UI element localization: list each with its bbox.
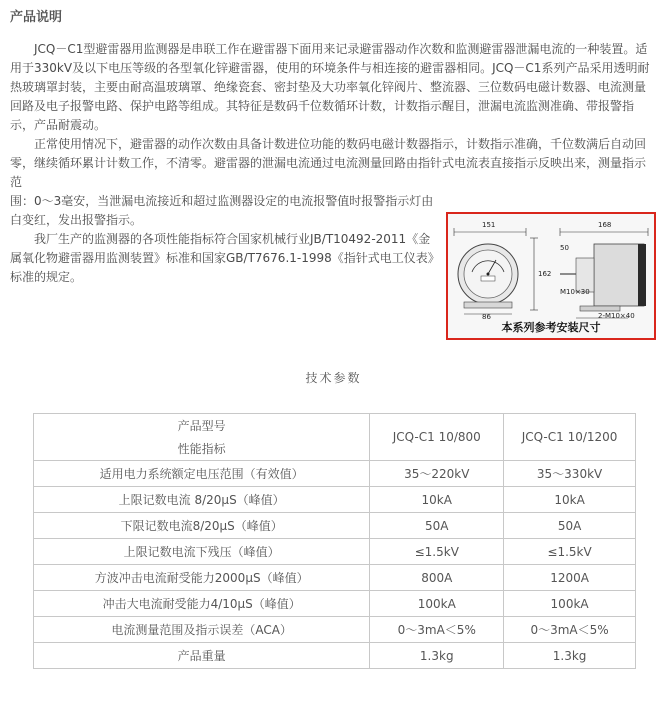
row-value-model-2: 50A xyxy=(504,513,636,539)
row-label: 产品重量 xyxy=(34,643,370,669)
row-label: 上限记数电流下残压（峰值） xyxy=(34,539,370,565)
row-value-model-2: 0～3mA＜5% xyxy=(504,617,636,643)
dim-bolt-bottom: 2-M10×40 xyxy=(598,312,635,320)
row-value-model-1: 50A xyxy=(370,513,504,539)
row-value-model-1: 1.3kg xyxy=(370,643,504,669)
dim-bottom: 86 xyxy=(482,313,491,321)
row-label: 适用电力系统额定电压范围（有效值） xyxy=(34,461,370,487)
row-value-model-1: 0～3mA＜5% xyxy=(370,617,504,643)
dim-bolt-top: M10×30 xyxy=(560,288,590,296)
row-value-model-1: 35～220kV xyxy=(370,461,504,487)
row-value-model-1: 800A xyxy=(370,565,504,591)
paragraph-range: 围：0～3毫安，当泄漏电流接近和超过监测器设定的电流报警值时报警指示灯由白变红，发出报警指示。 xyxy=(10,194,434,227)
table-row xyxy=(34,513,636,539)
header-index-label: 性能指标 xyxy=(34,437,370,461)
header-model-label: 产品型号 xyxy=(34,414,370,438)
dim-front-width: 151 xyxy=(482,221,496,229)
dim-height: 162 xyxy=(538,270,552,278)
table-row xyxy=(34,487,636,513)
table-title: 技术参数 xyxy=(305,371,362,385)
row-value-model-1: ≤1.5kV xyxy=(370,539,504,565)
dim-side-width: 168 xyxy=(598,221,612,229)
header-model-2: JCQ-C1 10/1200 xyxy=(504,414,636,461)
row-value-model-2: 35～330kV xyxy=(504,461,636,487)
installation-dimension-figure xyxy=(446,212,656,340)
row-value-model-2: ≤1.5kV xyxy=(504,539,636,565)
section-title: 产品说明 xyxy=(10,10,63,25)
row-label: 方波冲击电流耐受能力2000μS（峰值） xyxy=(34,565,370,591)
dim-side-small: 50 xyxy=(560,244,569,252)
spec-table xyxy=(33,413,636,669)
row-value-model-2: 1200A xyxy=(504,565,636,591)
table-header-row xyxy=(34,414,636,438)
figure-caption: 本系列参考安装尺寸 xyxy=(501,321,601,334)
row-value-model-2: 1.3kg xyxy=(504,643,636,669)
paragraph-standards: 我厂生产的监测器的各项性能指标符合国家机械行业JB/T10492-2011《金属氧化物避雷器用监测装置》标准和国家GB/T7676.1-1998《指针式电工仪表》标准的规定。 xyxy=(10,232,434,284)
table-row xyxy=(34,617,636,643)
paragraph-intro: JCQ－C1型避雷器用监测器是串联工作在避雷器下面用来记录避雷器动作次数和监测避雷器泄漏电流的一种装置。适用于330kV及以下电压等级的各型氧化锌避雷器，使用的环境条件与相连接的避雷器相同。JCQ－C1系列产品采用透明耐热玻璃罩封装，主要由耐高温玻璃罩、绝缘瓷套、密封垫及大功率氧化锌阀片、整流器、三位数码电磁计数器、电流测量回路及电子报警电路、保护电路等组成。其特征是数码千位数循环计数，计数指示醒目，泄漏电流监测准确、带报警指示，产品耐震动。 xyxy=(10,42,650,132)
row-label: 下限记数电流8/20μS（峰值） xyxy=(34,513,370,539)
paragraph-usage: 正常使用情况下，避雷器的动作次数由具备计数进位功能的数码电磁计数器指示，计数指示准确，千位数满后自动回零，继续循环累计计数工作，不清零。避雷器的泄漏电流通过电流测量回路由指针式电流表直接指示反映出来，测量指示范 xyxy=(10,137,647,189)
row-label: 上限记数电流 8/20μS（峰值） xyxy=(34,487,370,513)
row-value-model-2: 10kA xyxy=(504,487,636,513)
row-label: 电流测量范围及指示误差（ACA） xyxy=(34,617,370,643)
table-row xyxy=(34,539,636,565)
row-value-model-1: 100kA xyxy=(370,591,504,617)
table-row xyxy=(34,565,636,591)
row-value-model-1: 10kA xyxy=(370,487,504,513)
table-row xyxy=(34,643,636,669)
row-value-model-2: 100kA xyxy=(504,591,636,617)
table-row xyxy=(34,461,636,487)
row-label: 冲击大电流耐受能力4/10μS（峰值） xyxy=(34,591,370,617)
header-model-1: JCQ-C1 10/800 xyxy=(370,414,504,461)
table-row xyxy=(34,591,636,617)
